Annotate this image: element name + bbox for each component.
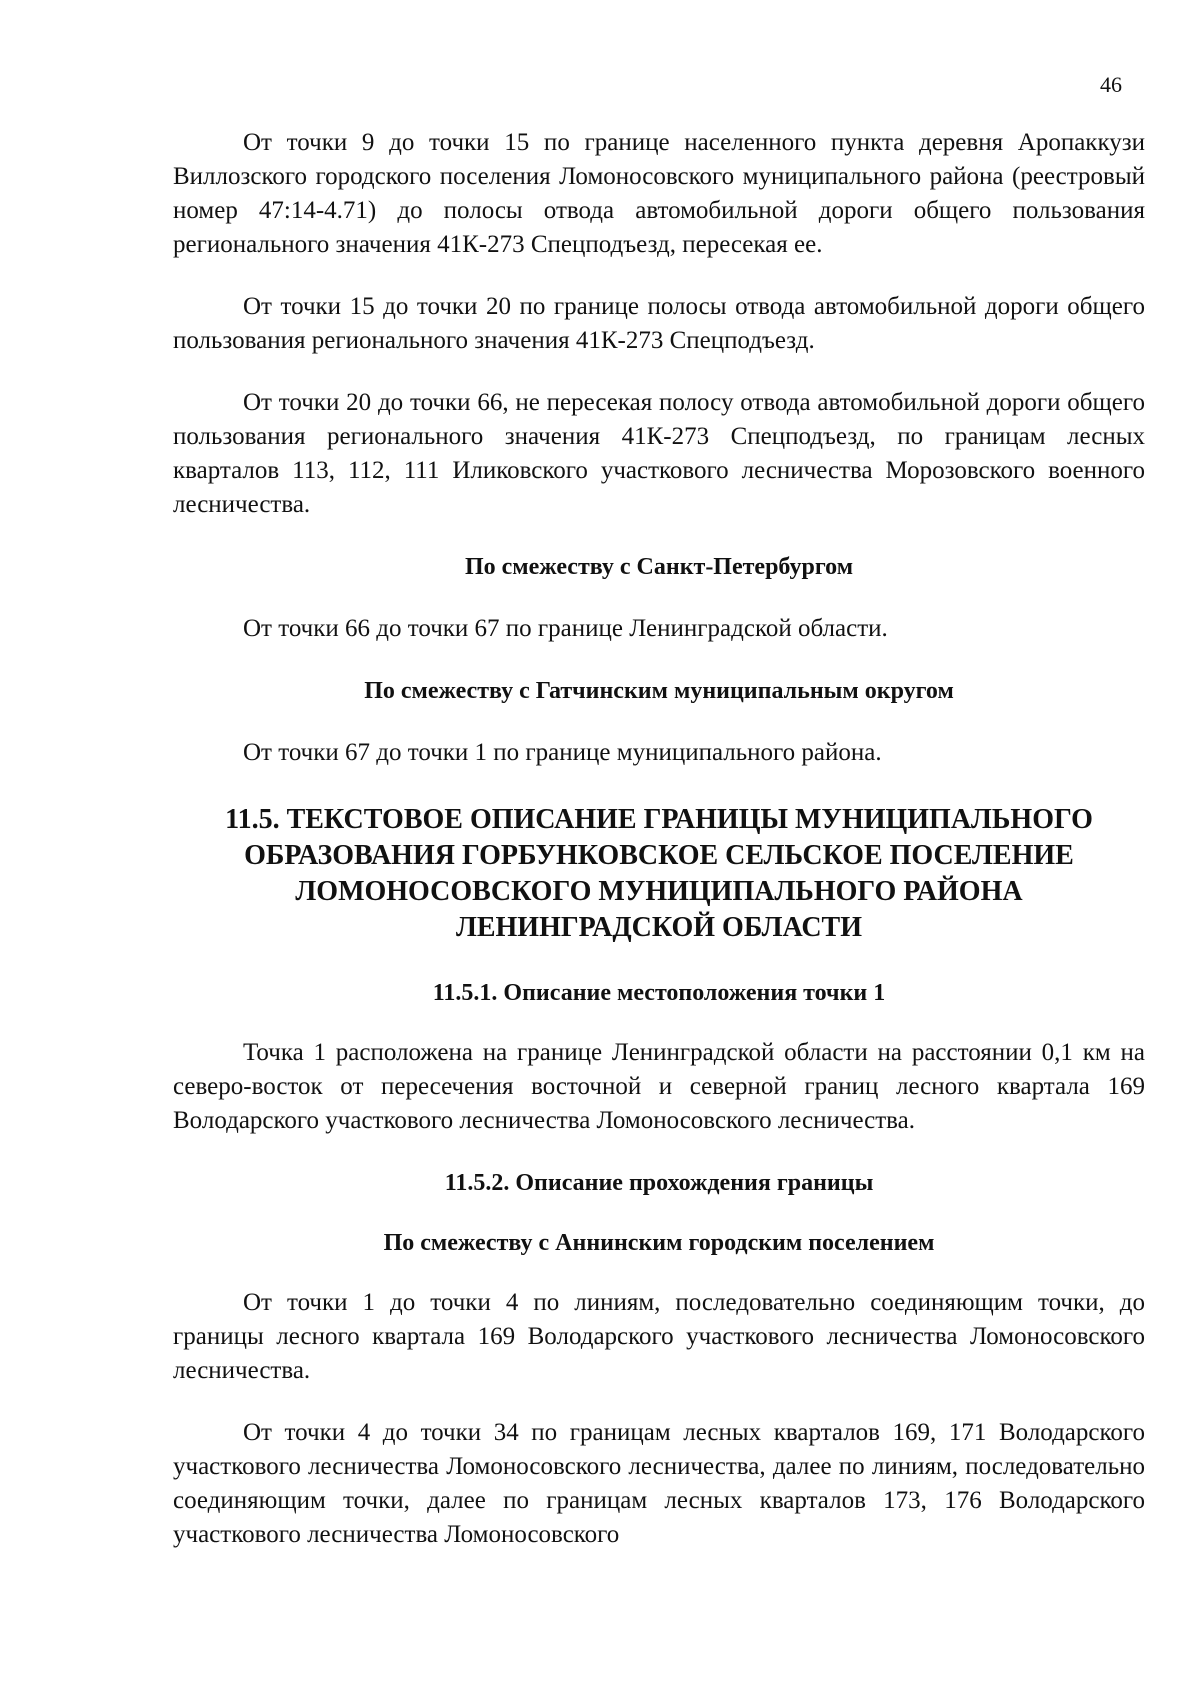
subheading-boundary: 11.5.2. Описание прохождения границы: [444, 1170, 874, 1196]
subheading-saint-petersburg: По смежеству с Санкт-Петербургом: [464, 554, 854, 580]
paragraph-4: От точки 66 до точки 67 по границе Ленинградской области.: [243, 615, 888, 642]
document-body: [173, 126, 1145, 1552]
paragraph-8: От точки 4 до точки 34 по границам лесных кварталов 169, 171 Володарского участкового лесничества Ломоносовского лесничества, далее по линиям, последовательно соединяющим точки, далее по границам лесных кварталов 173, 176 Володарского участкового лесничества Ломоносовского: [173, 1419, 1145, 1548]
paragraph-7: От точки 1 до точки 4 по линиям, последовательно соединяющим точки, до границы лесного квартала 169 Володарского участкового лесничества Ломоносовского лесничества.: [173, 1289, 1145, 1384]
paragraph-1: От точки 9 до точки 15 по границе населенного пункта деревня Аропаккузи Виллозского городского поселения Ломоносовского муниципального района (реестровый номер 47:14-4.71) до полосы отвода автомобильной дороги общего пользования регионального значения 41К-273 Спецподъезд, пересекая ее.: [173, 129, 1145, 258]
page-number: 46: [1100, 72, 1122, 97]
paragraph-2: От точки 15 до точки 20 по границе полосы отвода автомобильной дороги общего пользования регионального значения 41К-273 Спецподъезд.: [173, 293, 1145, 354]
paragraph-6: Точка 1 расположена на границе Ленинградской области на расстоянии 0,1 км на северо-восток от пересечения восточной и северной границ лесного квартала 169 Володарского участкового лесничества Ломоносовского лесничества.: [173, 1039, 1145, 1134]
subheading-anninsk: По смежеству с Аннинским городским поселением: [383, 1230, 935, 1256]
subheading-gatchina: По смежеству с Гатчинским муниципальным округом: [364, 678, 954, 704]
subheading-point-1: 11.5.1. Описание местоположения точки 1: [432, 980, 886, 1006]
paragraph-3: От точки 20 до точки 66, не пересекая полосу отвода автомобильной дороги общего пользования регионального значения 41К-273 Спецподъезд, по границам лесных кварталов 113, 112, 111 Иликовского участкового лесничества Морозовского военного лесничества.: [173, 389, 1145, 518]
paragraph-5: От точки 67 до точки 1 по границе муниципального района.: [243, 739, 882, 766]
section-title: 11.5. ТЕКСТОВОЕ ОПИСАНИЕ ГРАНИЦЫ МУНИЦИПАЛЬНОГО ОБРАЗОВАНИЯ ГОРБУНКОВСКОЕ СЕЛЬСКОЕ ПОСЕЛЕНИЕ ЛОМОНОСОВСКОГО МУНИЦИПАЛЬНОГО РАЙОНА ЛЕНИНГРАДСКОЙ ОБЛАСТИ: [225, 804, 1093, 943]
